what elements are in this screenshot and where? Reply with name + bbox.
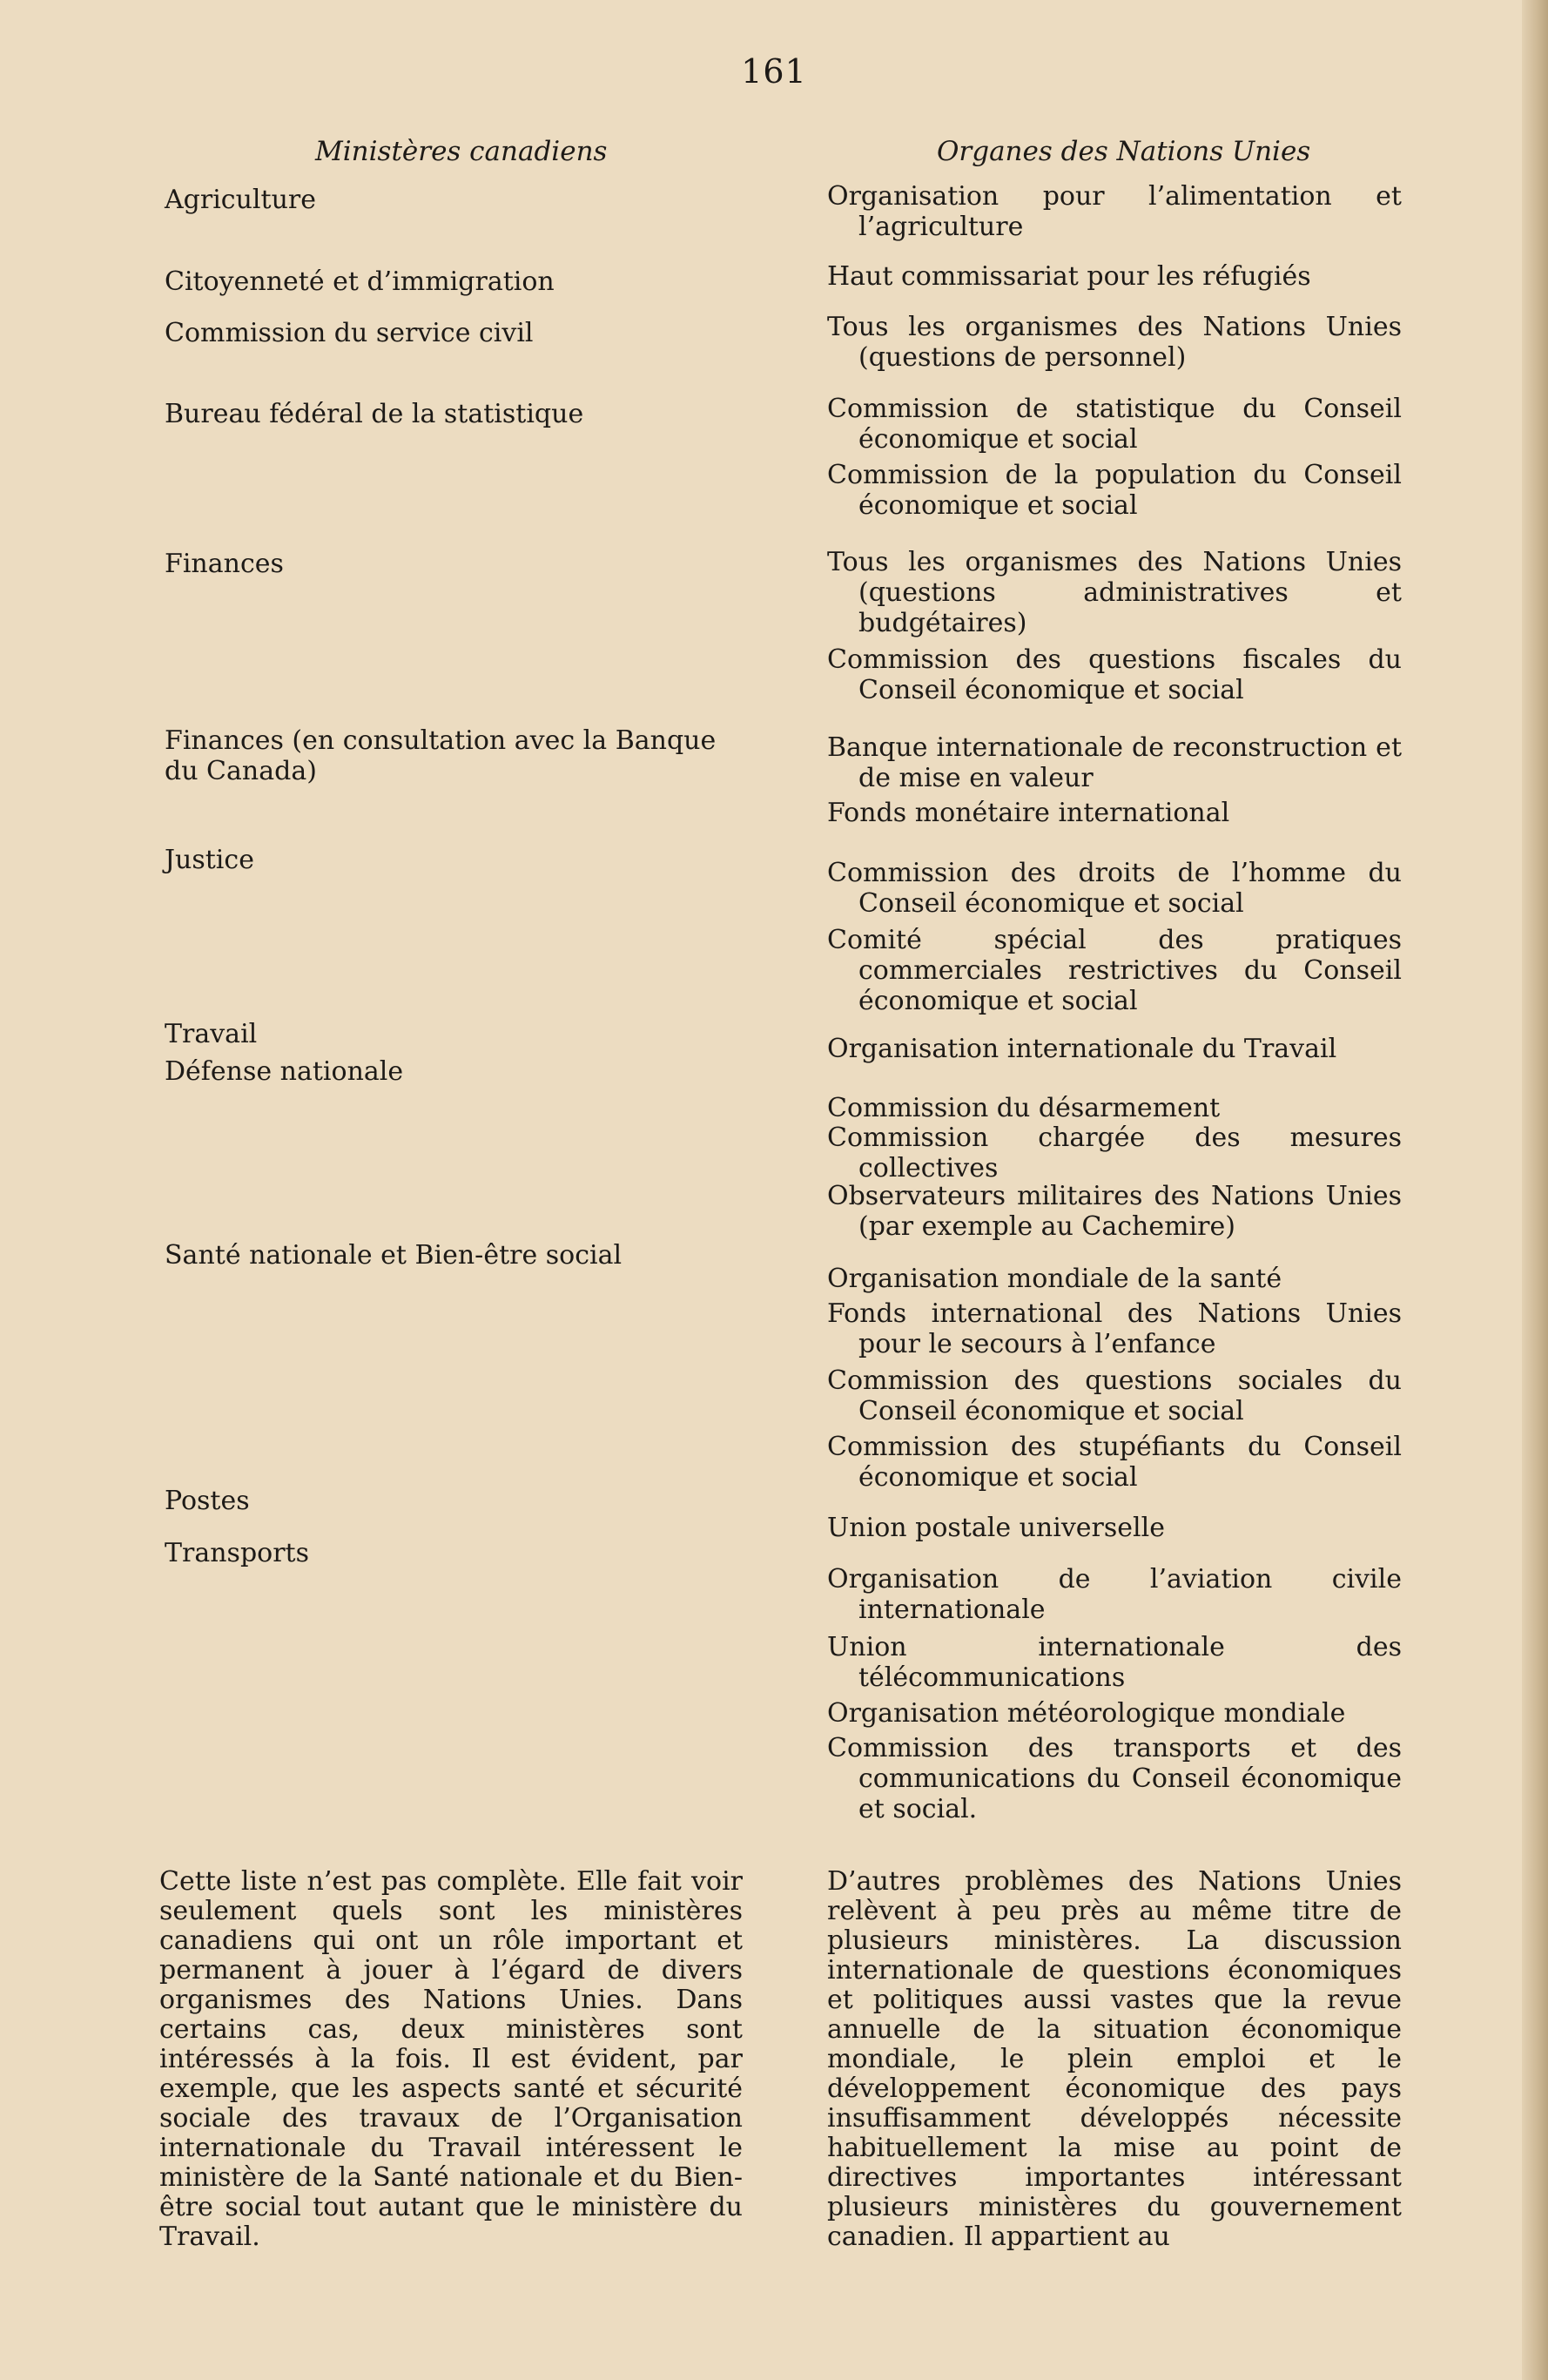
paragraph-right: D’autres problèmes des Nations Unies relèvent à peu près au même titre de plusieurs ministères. La discussion internationale de questions économiques et politiques aussi vastes que la revue annuelle de la situation économique mondiale, le plein emploi et le développement économique des pays insuffisamment développés nécessite habituellement la mise au point de directives importantes intéressant plusieurs ministères du gouvernement canadien. Il appartient au — [827, 1866, 1402, 2252]
organ-human-rights: Commission des droits de l’homme du Conseil économique et social — [827, 858, 1402, 919]
organ-imf: Fonds monétaire international — [827, 798, 1230, 828]
ministry-labour: Travail — [165, 1019, 258, 1049]
organ-wmo: Organisation météorologique mondiale — [827, 1698, 1346, 1729]
organ-disarmament: Commission du désarmement — [827, 1093, 1221, 1123]
organ-unicef: Fonds international des Nations Unies pour le secours à l’enfance — [827, 1298, 1402, 1359]
ministry-posts: Postes — [165, 1486, 250, 1516]
ministry-finance-bank: Finances (en consultation avec la Banque du Canada) — [165, 725, 717, 786]
organ-population-commission: Commission de la population du Conseil économique et social — [827, 460, 1402, 521]
organ-upu: Union postale universelle — [827, 1513, 1165, 1543]
paragraph-left: Cette liste n’est pas complète. Elle fait voir seulement quels sont les ministères canadiens qui ont un rôle important et permanent à jouer à l’égard de divers organismes des Nations Unies. Dans certains cas, deux ministères sont intéressés à la fois. Il est évident, par exemple, que les aspects santé et sécurité sociale des travaux de l’Organisation internationale du Travail intéressent le ministère de la Santé nationale et du Bien-être social tout autant que le ministère du Travail. — [159, 1866, 743, 2252]
organ-social-commission: Commission des questions sociales du Conseil économique et social — [827, 1365, 1402, 1426]
organ-fiscal-commission: Commission des questions fiscales du Conseil économique et social — [827, 644, 1402, 705]
ministry-finance: Finances — [165, 549, 284, 579]
organ-fao: Organisation pour l’alimentation et l’agriculture — [827, 181, 1402, 242]
ministry-civil-service: Commission du service civil — [165, 318, 534, 348]
ministry-statistics: Bureau fédéral de la statistique — [165, 399, 584, 429]
ministry-justice: Justice — [165, 845, 254, 875]
organ-icao: Organisation de l’aviation civile internationale — [827, 1564, 1402, 1625]
ministry-transport: Transports — [165, 1538, 310, 1568]
heading-ministries: Ministères canadiens — [315, 136, 608, 167]
page-number: 161 — [741, 52, 807, 91]
page-edge — [1522, 0, 1548, 2380]
organ-military-observers: Observateurs militaires des Nations Unies (par exemple au Cachemire) — [827, 1181, 1402, 1242]
organ-who: Organisation mondiale de la santé — [827, 1264, 1282, 1294]
organ-refugees: Haut commissariat pour les réfugiés — [827, 261, 1311, 292]
ministry-defence: Défense nationale — [165, 1056, 404, 1087]
organ-stat-commission: Commission de statistique du Conseil économique et social — [827, 394, 1402, 455]
ministry-citizenship: Citoyenneté et d’immigration — [165, 266, 555, 297]
organ-restrictive-practices: Comité spécial des pratiques commerciales restrictives du Conseil économique et social — [827, 925, 1402, 1016]
organ-ilo: Organisation internationale du Travail — [827, 1034, 1337, 1064]
ministry-agriculture: Agriculture — [165, 185, 316, 215]
heading-un-organs: Organes des Nations Unies — [937, 136, 1311, 167]
ministry-health: Santé nationale et Bien-être social — [165, 1240, 623, 1271]
organ-all-admin: Tous les organismes des Nations Unies (questions administratives et budgétaires) — [827, 547, 1402, 638]
organ-itu: Union internationale des télécommunications — [827, 1632, 1402, 1693]
organ-collective-measures: Commission chargée des mesures collectives — [827, 1123, 1402, 1183]
organ-narcotics: Commission des stupéfiants du Conseil économique et social — [827, 1432, 1402, 1493]
organ-ibrd: Banque internationale de reconstruction et de mise en valeur — [827, 732, 1402, 793]
organ-transport-commission: Commission des transports et des communications du Conseil économique et social. — [827, 1733, 1402, 1824]
organ-all-personnel: Tous les organismes des Nations Unies (questions de personnel) — [827, 312, 1402, 373]
